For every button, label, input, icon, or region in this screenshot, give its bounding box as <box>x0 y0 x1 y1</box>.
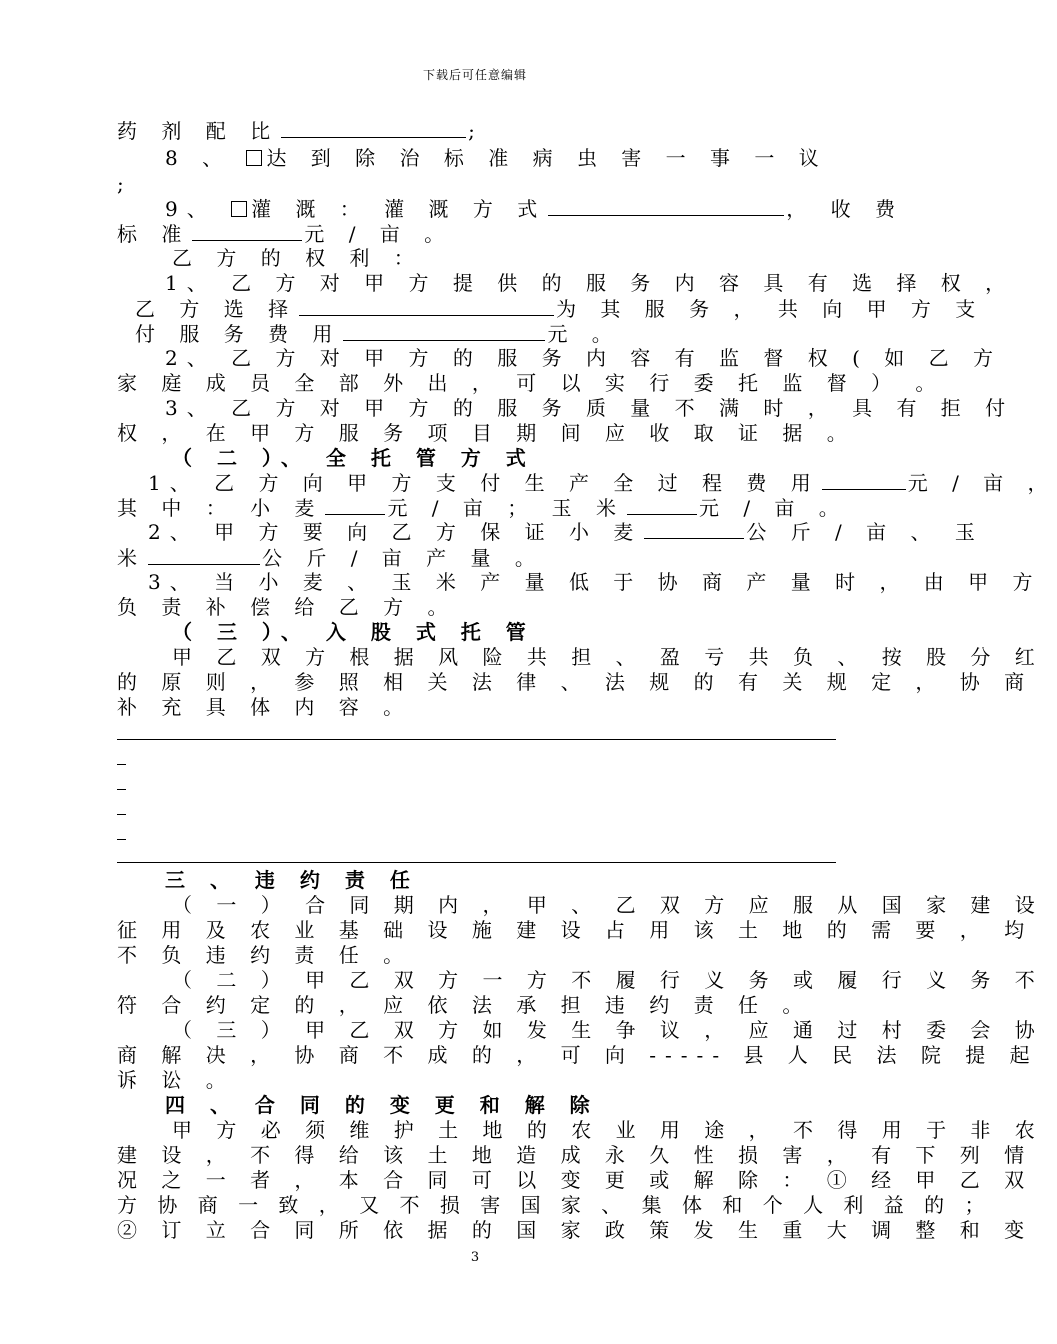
text-line: 药 剂 配 比 ; <box>117 119 484 143</box>
text-line: 符 合 约 定 的 ， 应 依 法 承 担 违 约 责 任 。 <box>117 993 812 1017</box>
text-line: 诉 讼 。 <box>117 1068 235 1092</box>
text-line: 2、 乙 方 对 甲 方 的 服 务 内 容 有 监 督 权 ( 如 乙 方 <box>165 346 1002 370</box>
text-line: 甲 方 必 须 维 护 土 地 的 农 业 用 途 ， 不 得 用 于 非 农 <box>172 1118 1044 1142</box>
text-line: 商 解 决 ， 协 商 不 成 的 ， 可 向 ----- 县 人 民 法 院 提 起 <box>117 1043 1039 1067</box>
blank-dash <box>117 764 126 765</box>
text-line: 征 用 及 农 业 基 础 设 施 建 设 占 用 该 土 地 的 需 要 ， 均 <box>117 918 1034 942</box>
text-line: 3、 当 小 麦 、 玉 米 产 量 低 于 协 商 产 量 时 ， 由 甲 方 <box>148 570 1042 594</box>
text-line: 补 充 具 体 内 容 。 <box>117 695 413 719</box>
text-line: 方 协 商 一 致 ， 又 不 损 害 国 家 、 集 体 和 个 人 利 益 的 ； <box>117 1193 992 1217</box>
text-line: 其 中 ： 小 麦 元 / 亩 ； 玉 米 元 / 亩 。 <box>117 496 848 520</box>
text-line: 家 庭 成 员 全 部 外 出 ， 可 以 实 行 委 托 监 督 ） 。 <box>117 371 945 395</box>
blank-dash <box>117 839 126 840</box>
text-line: 乙 方 选 择 为 其 服 务 ， 共 向 甲 方 支 <box>135 297 985 321</box>
blank-line <box>117 739 836 740</box>
text-line: 标 准 元 / 亩 。 <box>117 222 454 246</box>
text-line: 1、 乙 方 对 甲 方 提 供 的 服 务 内 容 具 有 选 择 权 ， <box>165 271 1015 295</box>
text-line: 负 责 补 偿 给 乙 方 。 <box>117 595 457 619</box>
text-line: 建 设 ， 不 得 给 该 土 地 造 成 永 久 性 损 害 ， 有 下 列 情 <box>117 1143 1034 1167</box>
checkbox-icon <box>246 150 262 166</box>
section-heading: （ 三 ）、 入 股 式 托 管 <box>172 620 535 644</box>
blank-line <box>117 862 836 863</box>
text-line: 3、 乙 方 对 甲 方 的 服 务 质 量 不 满 时 ， 具 有 拒 付 <box>165 396 1015 420</box>
text-line: （ 二 ） 甲 乙 双 方 一 方 不 履 行 义 务 或 履 行 义 务 不 <box>172 968 1044 992</box>
section-heading: （ 二 ）、 全 托 管 方 式 <box>172 446 535 470</box>
checkbox-icon <box>231 201 247 217</box>
text-line: 不 负 违 约 责 任 。 <box>117 943 413 967</box>
text-line: 9、 灌 溉 ： 灌 溉 方 式 ， 收 费 <box>165 197 904 221</box>
text-line: 1、 乙 方 向 甲 方 支 付 生 产 全 过 程 费 用 元 / 亩 ， <box>148 471 1057 495</box>
text-line: 米 公 斤 / 亩 产 量 。 <box>117 546 544 570</box>
page-number: 3 <box>470 1250 480 1265</box>
text-line: ② 订 立 合 同 所 依 据 的 国 家 政 策 发 生 重 大 调 整 和 变 <box>117 1218 1034 1242</box>
text-line: 乙 方 的 权 利 ： <box>172 246 423 270</box>
text-line: （ 三 ） 甲 乙 双 方 如 发 生 争 议 ， 应 通 过 村 委 会 协 <box>172 1018 1044 1042</box>
page-header: 下载后可任意编辑 <box>422 68 527 82</box>
text-line: （ 一 ） 合 同 期 内 ， 甲 、 乙 双 方 应 服 从 国 家 建 设 <box>172 893 1044 917</box>
text-line: 况 之 一 者 ， 本 合 同 可 以 变 更 或 解 除 ： ① 经 甲 乙 双 <box>117 1168 1034 1192</box>
section-heading: 三 、 违 约 责 任 <box>165 868 419 892</box>
text-line: ; <box>117 172 133 196</box>
section-heading: 四 、 合 同 的 变 更 和 解 除 <box>165 1093 599 1117</box>
blank-dash <box>117 789 126 790</box>
blank-dash <box>117 814 126 815</box>
text-line: 付 服 务 费 用 元 。 <box>135 322 621 346</box>
text-line: 的 原 则 ， 参 照 相 关 法 律 、 法 规 的 有 关 规 定 ， 协 商 <box>117 670 1034 694</box>
text-line: 权 ， 在 甲 方 服 务 项 目 期 间 应 收 取 证 据 。 <box>117 421 856 445</box>
text-line: 2、 甲 方 要 向 乙 方 保 证 小 麦 公 斤 / 亩 、 玉 <box>148 520 984 544</box>
text-line: 甲 乙 双 方 根 据 风 险 共 担 、 盈 亏 共 负 、 按 股 分 红 <box>172 645 1044 669</box>
text-line: 8 、 达 到 除 治 标 准 病 虫 害 一 事 一 议 <box>165 146 828 170</box>
